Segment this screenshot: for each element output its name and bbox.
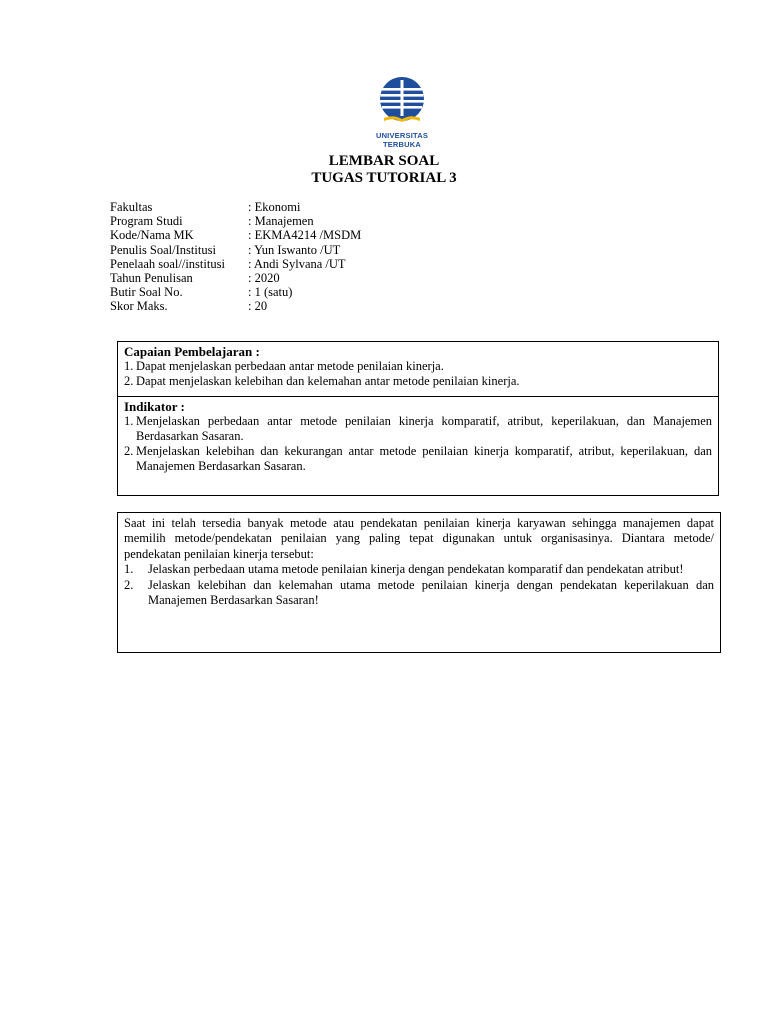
question-box	[117, 512, 721, 653]
info-row-fakultas	[110, 200, 361, 214]
info-row-penelaah	[110, 257, 361, 271]
list-item	[124, 359, 712, 374]
item-number: 1.	[124, 359, 134, 374]
item-number: 1.	[124, 413, 134, 428]
list-item	[124, 374, 712, 389]
capaian-heading: Capaian Pembelajaran :	[124, 344, 260, 359]
learning-outcomes-box	[117, 341, 719, 496]
item-number: 2.	[124, 577, 134, 592]
list-item	[124, 414, 712, 444]
info-value: : Ekonomi	[248, 200, 301, 214]
item-text: Jelaskan perbedaan utama metode penilaian kinerja dengan pendekatan komparatif dan pendekatan atribut!	[148, 562, 684, 577]
list-item	[124, 562, 714, 577]
item-number: 2.	[124, 374, 134, 389]
info-row-tahun	[110, 271, 361, 285]
title-line-2: TUGAS TUTORIAL 3	[311, 170, 457, 186]
question-intro: Saat ini telah tersedia banyak metode atau pendekatan penilaian kinerja karyawan sehingga manajemen dapat memilih metode/pendekatan penilaian yang paling tepat digunakan untuk organisasinya. Diantara metode/ pendekatan penilaian kinerja tersebut:	[124, 516, 714, 561]
university-logo	[356, 74, 448, 149]
info-value: : Yun Iswanto /UT	[248, 242, 341, 257]
info-row-butir-soal	[110, 285, 361, 299]
info-value: : EKMA4214 /MSDM	[248, 228, 362, 243]
info-label: Penulis Soal/Institusi	[110, 242, 216, 257]
info-label: Kode/Nama MK	[110, 228, 194, 243]
item-number: 2.	[124, 444, 134, 459]
info-label: Skor Maks.	[110, 299, 168, 314]
indikator-section	[118, 396, 718, 475]
item-text: Menjelaskan kelebihan dan kekurangan antar metode penilaian kinerja komparatif, atribut, keperilakuan, dan Manajemen Berdasarkan Sasaran.	[136, 444, 712, 474]
item-text: Dapat menjelaskan kelebihan dan kelemahan antar metode penilaian kinerja.	[136, 374, 520, 389]
info-label: Tahun Penulisan	[110, 271, 193, 286]
info-row-kode-mk	[110, 228, 361, 242]
info-value: : Manajemen	[248, 214, 314, 229]
list-item	[124, 578, 714, 609]
capaian-section	[118, 342, 718, 390]
info-label: Penelaah soal//institusi	[110, 256, 225, 271]
info-row-penulis	[110, 243, 361, 257]
info-label: Fakultas	[110, 200, 153, 214]
item-text: Dapat menjelaskan perbedaan antar metode penilaian kinerja.	[136, 359, 444, 374]
info-value: : Andi Sylvana /UT	[248, 256, 346, 271]
info-label: Program Studi	[110, 214, 183, 229]
info-value: : 20	[248, 299, 268, 314]
page-title	[0, 153, 768, 187]
info-row-program-studi	[110, 214, 361, 228]
info-value: : 1 (satu)	[248, 285, 293, 300]
indikator-heading: Indikator :	[124, 398, 185, 414]
title-line-1: LEMBAR SOAL	[328, 153, 440, 169]
university-emblem-icon	[374, 74, 430, 130]
info-row-skor	[110, 299, 361, 313]
info-label: Butir Soal No.	[110, 285, 183, 300]
list-item	[124, 444, 712, 474]
item-text: Menjelaskan perbedaan antar metode penilaian kinerja komparatif, atribut, keperilakuan, dan Manajemen Berdasarkan Sasaran.	[136, 413, 712, 444]
course-info	[110, 200, 361, 314]
info-value: : 2020	[248, 271, 280, 286]
university-name: UNIVERSITAS TERBUKA	[375, 131, 429, 149]
item-number: 1.	[124, 562, 134, 577]
item-text: Jelaskan kelebihan dan kelemahan utama metode penilaian kinerja dengan pendekatan keperilakuan dan Manajemen Berdasarkan Sasaran!	[148, 577, 714, 608]
